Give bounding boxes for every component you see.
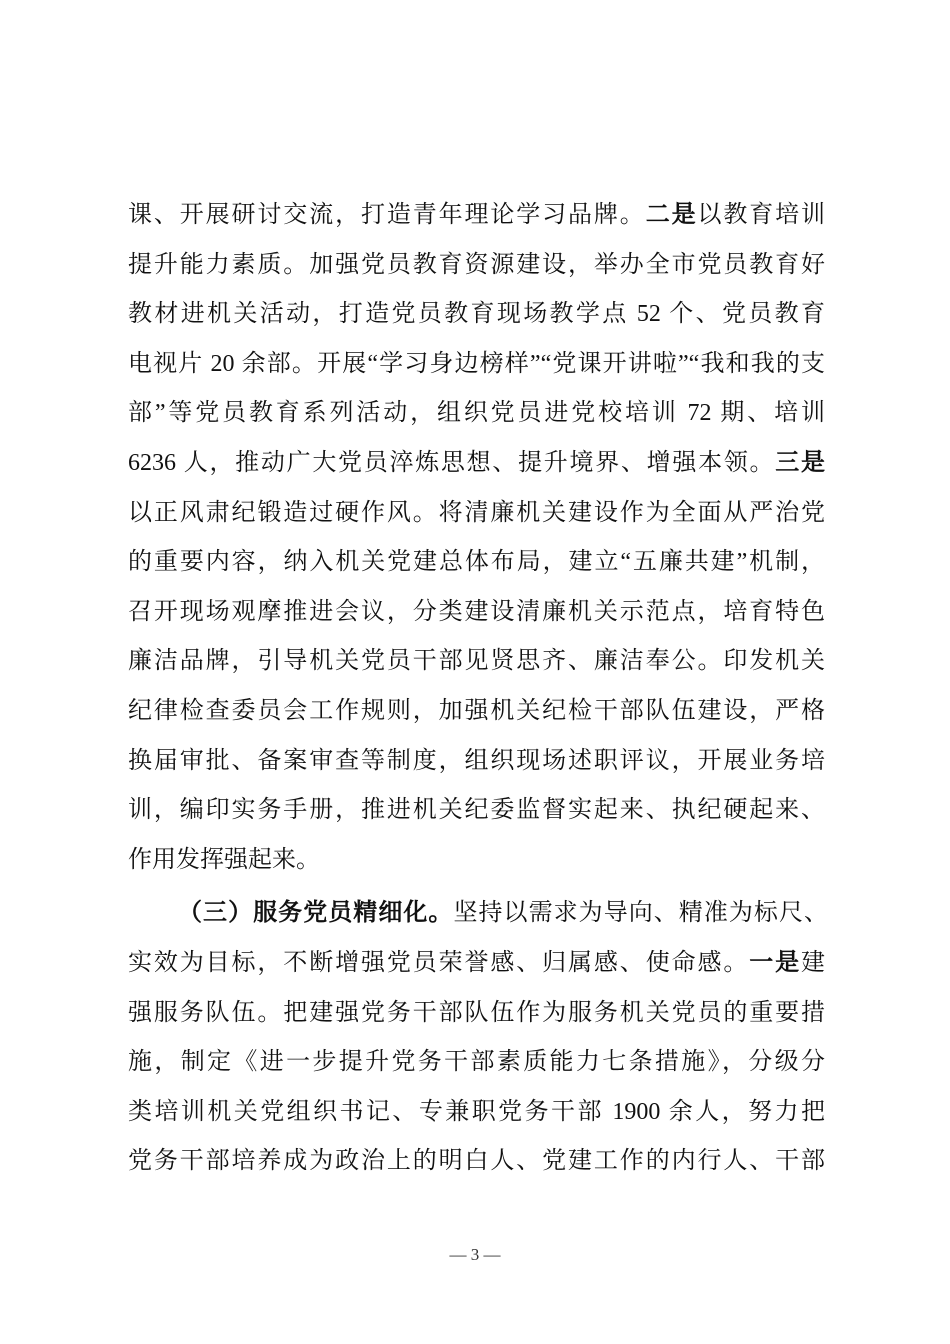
text-segment: 廉洁品牌，引导机关党员干部见贤思齐、廉洁奉公。印发机关 [128, 648, 825, 675]
text-segment: 提升能力素质。加强党员教育资源建设，举办全市党员教育好 [128, 251, 825, 278]
text-segment: 训，编印实务手册，推进机关纪委监督实起来、执纪硬起来、 [128, 797, 825, 824]
text-line [128, 595, 825, 629]
text-segment: 以教育培训 [697, 202, 826, 228]
bold-text-segment: （三）服务党员精细化。 [178, 900, 454, 927]
text-segment: 电视片 20 余部。开展“学习身边榜样”“党课开讲啦”“我和我的支 [128, 350, 825, 377]
text-line [128, 946, 825, 980]
text-line [128, 446, 825, 480]
text-line [128, 347, 825, 381]
text-line [128, 545, 825, 579]
text-line [128, 744, 825, 778]
text-segment: 党务干部培养成为政治上的明白人、党建工作的内行人、干部 [128, 1148, 825, 1175]
text-segment: 换届审批、备案审查等制度，组织现场述职评议，开展业务培 [128, 747, 825, 774]
text-line [178, 896, 828, 930]
text-segment: 类培训机关党组织书记、专兼职党务干部 1900 余人，努力把 [128, 1098, 825, 1125]
text-segment: 施，制定《进一步提升党务干部素质能力七条措施》，分级分 [128, 1049, 825, 1076]
text-segment: 纪律检查委员会工作规则，加强机关纪检干部队伍建设，严格 [128, 698, 825, 724]
text-segment: 作用发挥强起来。 [128, 846, 320, 873]
text-segment: 6236 人，推动广大党员淬炼思想、提升境界、增强本领。 [128, 450, 776, 476]
text-segment: 以正风肃纪锻造过硬作风。将清廉机关建设作为全面从严治党 [128, 499, 825, 526]
text-segment: 课、开展研讨交流，打造青年理论学习品牌。 [128, 202, 646, 228]
text-line [128, 1144, 825, 1178]
text-line [128, 843, 825, 877]
text-line [128, 297, 825, 331]
text-line [128, 996, 825, 1030]
text-line [128, 496, 825, 530]
text-line [128, 1095, 825, 1129]
bold-text-segment: 一是 [749, 950, 802, 976]
bold-text-segment: 三是 [775, 450, 826, 476]
text-segment: 实效为目标，不断增强党员荣誉感、归属感、使命感。 [128, 950, 750, 976]
page-number: — 3 — [449, 1245, 501, 1264]
text-segment: 建 [801, 950, 826, 976]
text-line [128, 198, 825, 232]
text-segment: 的重要内容，纳入机关党建总体布局，建立“五廉共建”机制， [128, 549, 825, 576]
text-segment: 召开现场观摩推进会议，分类建设清廉机关示范点，培育特色 [128, 598, 825, 625]
text-segment: 坚持以需求为导向、精准为标尺、 [453, 900, 829, 927]
text-segment: 教材进机关活动，打造党员教育现场教学点 52 个、党员教育 [128, 301, 825, 328]
text-line [128, 248, 825, 282]
bold-text-segment: 二是 [645, 202, 698, 228]
text-line [128, 1045, 825, 1079]
text-segment: 部”等党员教育系列活动，组织党员进党校培训 72 期、培训 [128, 400, 825, 427]
text-line [128, 396, 825, 430]
text-segment: 强服务队伍。把建强党务干部队伍作为服务机关党员的重要措 [128, 999, 825, 1026]
text-line [128, 793, 825, 827]
text-line [128, 644, 825, 678]
text-line [128, 694, 825, 728]
